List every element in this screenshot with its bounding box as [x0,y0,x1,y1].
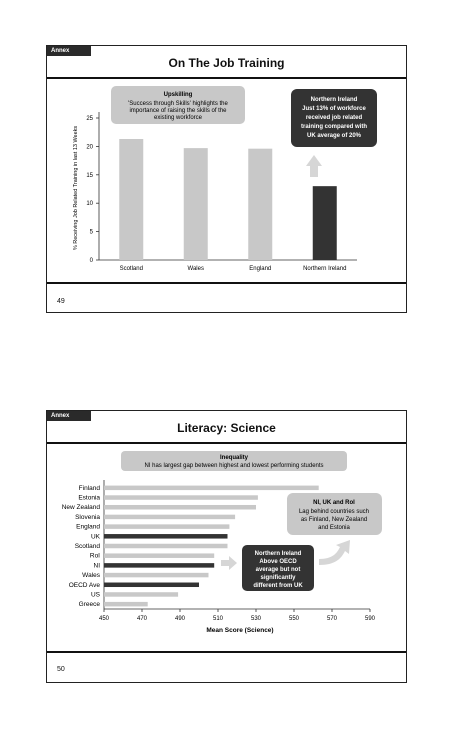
ni-callout-line: Just 13% of workforce [302,106,366,112]
y-category-label: Estonia [78,494,100,502]
bar-new-zealand [104,505,256,510]
bar-england [104,524,229,529]
ni-callout-line: training compared with [300,124,368,130]
x-tick-label: 470 [136,616,148,622]
ni-uk-roi-callout-line: as Finland, New Zealand [300,517,368,523]
x-tick-label: 450 [98,616,110,622]
training-bar-chart [47,80,406,280]
bar-slovenia [104,515,235,520]
upskilling-callout [111,86,245,124]
y-tick-label: 25 [86,116,93,122]
bar-us [104,592,178,597]
ni-uk-roi-callout-title: NI, UK and RoI [313,500,355,506]
upskilling-callout-line: importance of raising the skills of the [129,108,227,114]
x-category-label: England [249,266,272,272]
inequality-callout-text: NI has largest gap between highest and lowest performing students [144,463,324,469]
slide-on-the-job-training [46,45,407,313]
annex-tag: Annex [47,46,91,56]
y-tick-label: 20 [86,144,93,151]
ni-callout-line: Above OECD [259,559,297,565]
upskilling-callout-line: existing workforce [153,115,203,121]
y-axis-label: % Receiving Job Related Training in last 13 Weeks [73,125,79,251]
annex-tag: Annex [47,411,91,421]
arrow-up-icon [306,155,322,177]
x-category-label: Northern Ireland [303,266,347,272]
bar-england [248,149,272,260]
bar-ni [104,563,214,568]
bar-oecd-ave [104,583,199,588]
upskilling-callout-title: Upskilling [163,92,193,98]
science-bar-chart [47,445,406,645]
y-category-label: RoI [89,552,100,560]
arrow-up-right-icon [319,540,350,565]
ni-callout-line: different from UK [253,583,303,589]
y-category-label: England [76,523,100,531]
y-category-label: Wales [82,572,100,580]
bar-estonia [104,495,258,500]
ni-uk-roi-callout-line: Lag behind countries such [298,509,370,515]
ni-uk-roi-callout [287,493,382,535]
y-category-label: NI [93,562,100,570]
inequality-callout [121,451,347,471]
title-divider [47,77,406,79]
page-number: 50 [57,666,65,673]
y-category-label: Scotland [74,543,100,550]
northern-ireland-callout [291,89,377,147]
bar-northern-ireland [313,186,337,260]
slide-literacy-science [46,410,407,683]
bar-roi [104,553,214,558]
bar-finland [104,486,319,491]
footer-divider [47,282,406,284]
inequality-callout-title: Inequality [219,455,249,461]
title-divider [47,442,406,444]
ni-callout-title: Northern Ireland [310,97,358,103]
y-category-label: OECD Ave [68,581,100,589]
slide-title: On The Job Training [168,56,285,70]
ni-callout-line: average but not [255,567,301,573]
bar-wales [184,148,208,260]
slide-title: Literacy: Science [177,421,276,435]
ni-callout-line: received job related [305,115,363,121]
y-category-label: UK [90,533,100,541]
ni-callout-title: Northern Ireland [254,551,302,557]
arrow-right-icon [221,556,237,570]
y-category-label: New Zealand [61,504,100,512]
x-tick-label: 570 [326,616,338,622]
ni-callout-line: UK average of 20% [306,133,362,139]
page-number: 49 [57,298,65,305]
y-tick-label: 0 [89,258,93,264]
ni-uk-roi-callout-line: and Estonia [318,525,350,531]
y-category-label: US [90,591,100,599]
bar-scotland [104,544,228,549]
x-tick-label: 510 [212,616,224,622]
x-category-label: Wales [187,266,204,272]
bar-scotland [119,139,143,260]
ni-callout-line: significantly [260,575,296,581]
bar-uk [104,534,228,539]
x-axis-label: Mean Score (Science) [206,627,274,634]
northern-ireland-callout [242,545,314,591]
y-category-label: Slovenia [75,513,100,521]
footer-divider [47,651,406,653]
y-tick-label: 15 [86,172,93,179]
x-tick-label: 490 [174,616,186,622]
y-tick-label: 5 [89,229,93,236]
y-category-label: Greece [78,601,100,609]
y-tick-label: 10 [86,201,93,208]
bar-greece [104,602,148,607]
upskilling-callout-line: 'Success through Skills' highlights the [128,101,228,107]
x-tick-label: 550 [288,616,300,622]
x-category-label: Scotland [119,266,143,272]
x-tick-label: 590 [364,616,376,622]
bar-wales [104,573,209,578]
x-tick-label: 530 [250,616,262,622]
y-category-label: Finland [78,484,100,492]
